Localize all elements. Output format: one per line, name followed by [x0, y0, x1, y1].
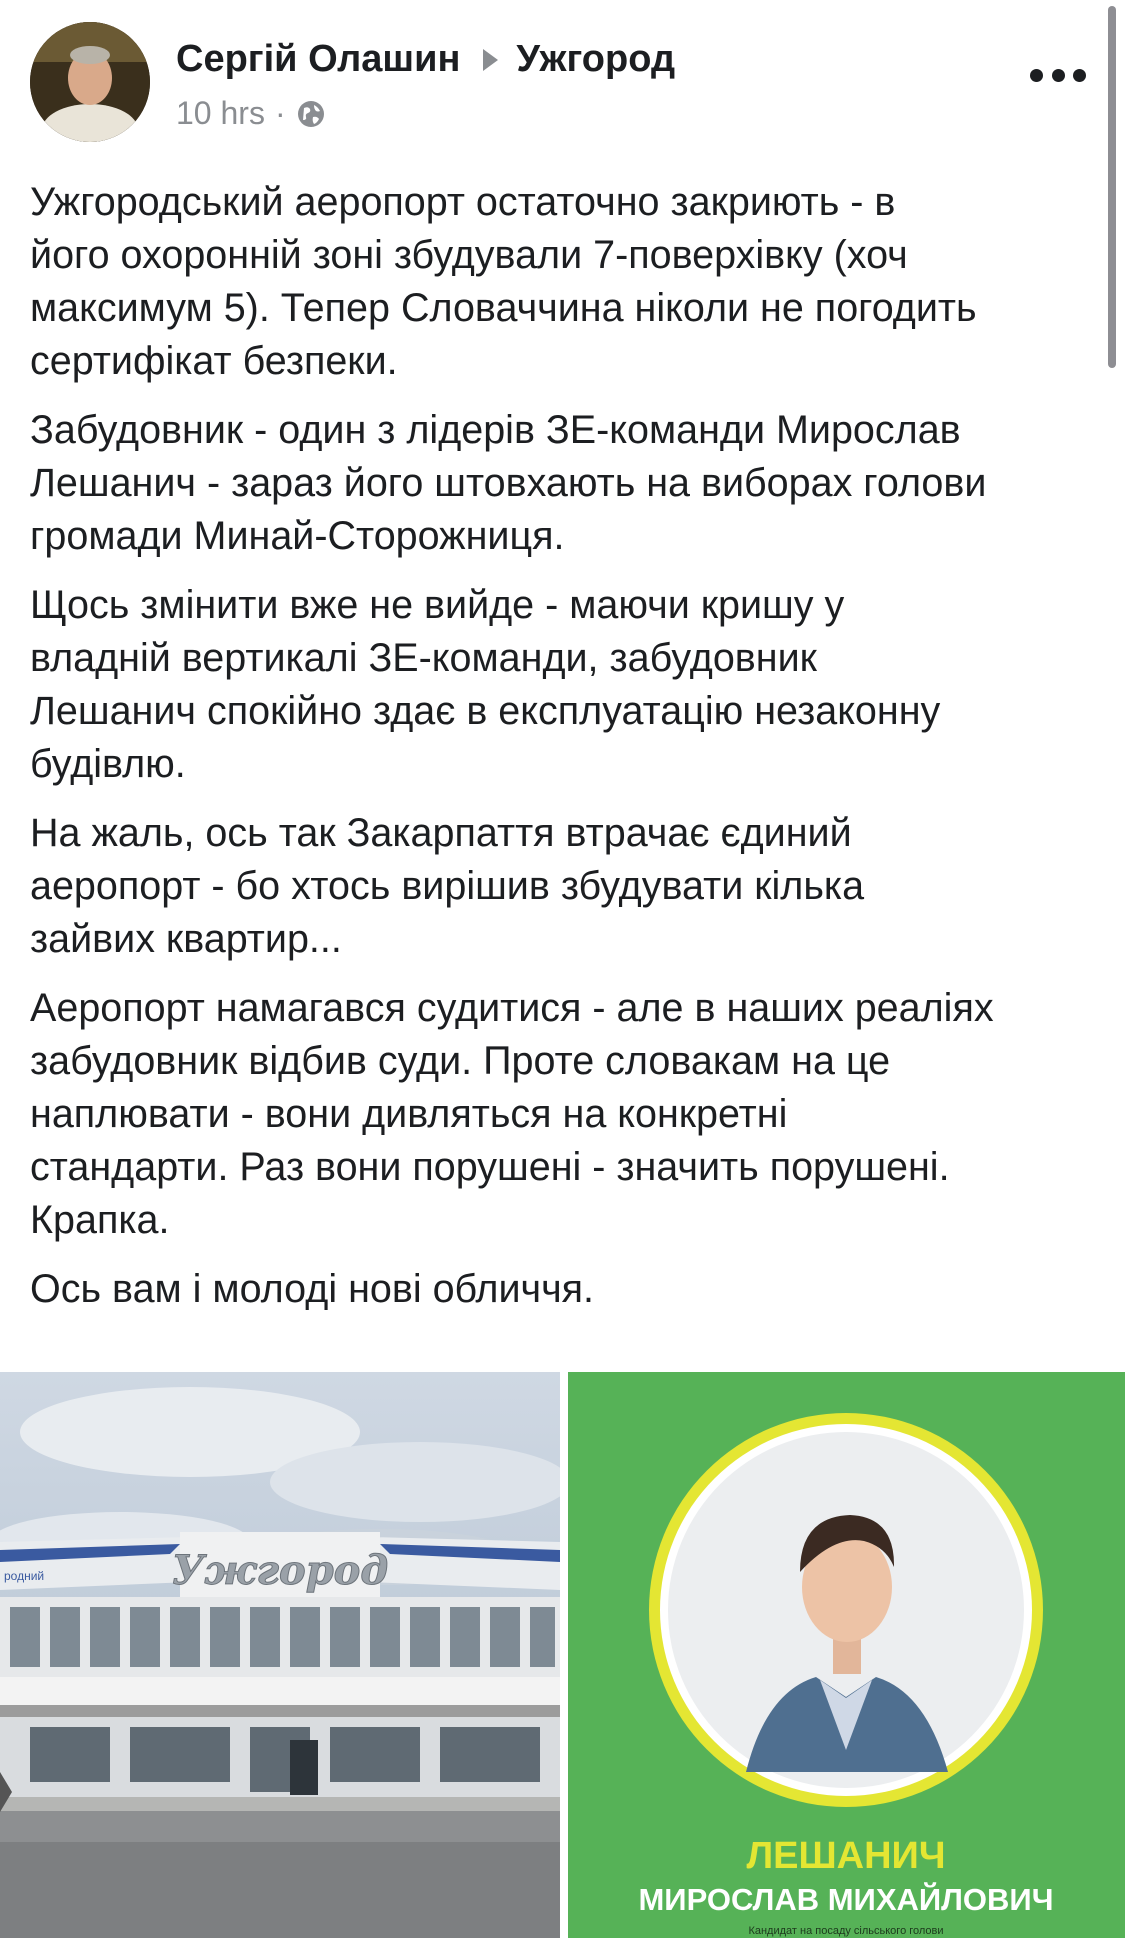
airport-photo[interactable]	[0, 1372, 560, 1938]
author-line	[176, 38, 675, 81]
post-paragraph: Аеропорт намагався судитися - але в наших реаліях забудовник відбив суди. Проте словакам на це наплювати - вони дивляться на конкретні стандарти. Раз вони порушені - значить порушені. Крапка.	[30, 986, 994, 1242]
post-paragraph: На жаль, ось так Закарпаття втрачає єдиний аеропорт - бо хтось вирішив збудувати кілька зайвих квартир...	[30, 811, 865, 961]
globe-icon	[296, 99, 326, 129]
scrollbar[interactable]	[1108, 6, 1116, 368]
candidate-surname: ЛЕШАНИЧ	[746, 1835, 946, 1877]
post-time[interactable]: 10 hrs	[176, 95, 265, 131]
airport-sign-small: родний	[4, 1569, 45, 1583]
more-dots-icon[interactable]	[1030, 60, 1086, 90]
candidate-poster[interactable]	[568, 1372, 1125, 1938]
post-text	[30, 176, 1105, 1332]
post-meta	[176, 95, 326, 132]
group-name[interactable]: Ужгород	[516, 38, 676, 80]
post-header	[0, 0, 1125, 160]
candidate-name: МИРОСЛАВ МИХАЙЛОВИЧ	[638, 1882, 1054, 1917]
airport-sign: Ужгород	[171, 1547, 389, 1594]
post-paragraph: Щось змінити вже не вийде - маючи кришу у владній вертикалі ЗЕ-команди, забудовник Лешанич спокійно здає в експлуатацію незаконну будівлю.	[30, 583, 941, 786]
post-paragraph: Забудовник - один з лідерів ЗЕ-команди Мирослав Лешанич - зараз його штовхають на виборах голови громади Минай-Сторожниця.	[30, 408, 987, 558]
meta-separator: ·	[274, 95, 286, 131]
candidate-caption: Кандидат на посаду сільського голови	[748, 1925, 944, 1937]
author-avatar[interactable]	[30, 22, 150, 142]
author-name[interactable]: Сергій Олашин	[176, 38, 461, 80]
triangle-right-icon	[474, 45, 504, 75]
post-paragraph: Ужгородський аеропорт остаточно закриють - в його охоронній зоні збудували 7-поверхівку (хоч максимум 5). Тепер Словаччина ніколи не погодить сертифікат безпеки.	[30, 180, 977, 383]
post-paragraph: Ось вам і молоді нові обличчя.	[30, 1267, 595, 1311]
